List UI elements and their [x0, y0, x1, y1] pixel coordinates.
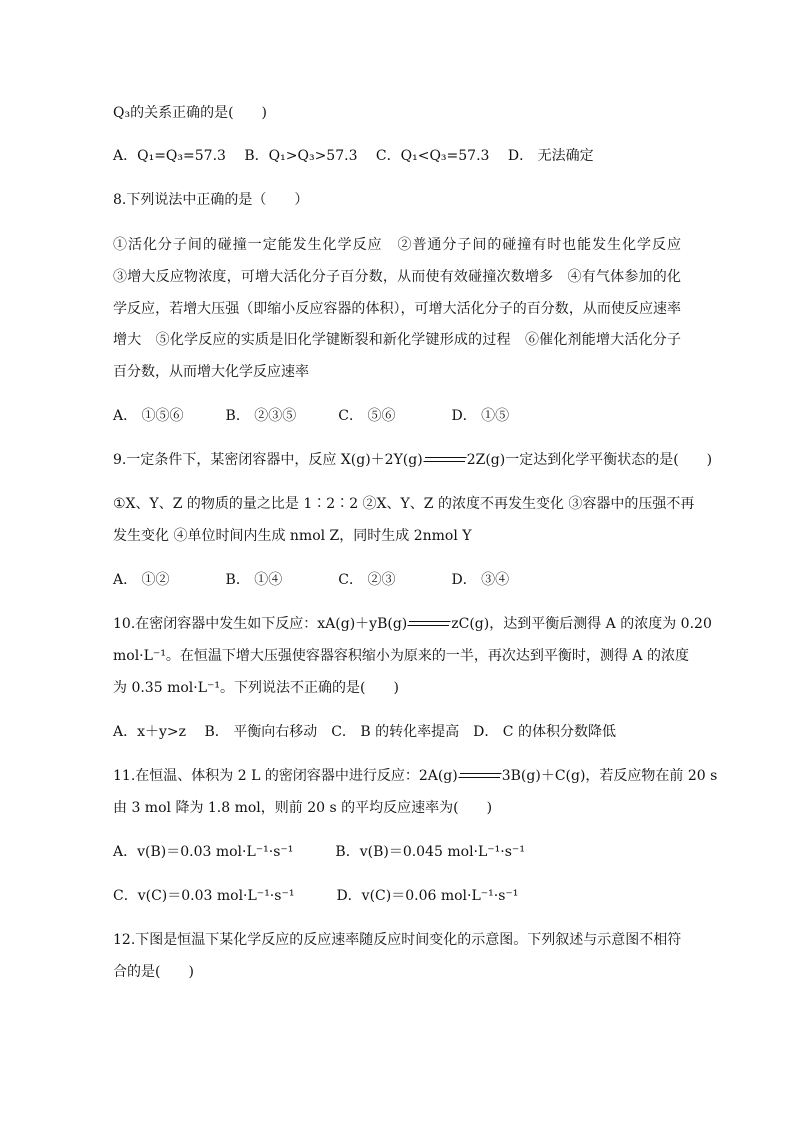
q8-line-5: 百分数，从而增大化学反应速率 — [113, 364, 309, 380]
q10-line-2: mol·L⁻¹。在恒温下增大压强使容器容积缩小为原来的一半，再次达到平衡时，测得 A 的浓度 — [113, 648, 689, 664]
q11-stem — [113, 766, 717, 786]
q8-options: A． ①⑤⑥ B． ②③⑤ C． ⑤⑥ D． ①⑤ — [113, 408, 510, 424]
q9-line-2: 发生变化 ④单位时间内生成 nmol Z，同时生成 2nmol Y — [113, 528, 472, 544]
q11-stem-pre: 11.在恒温、体积为 2 L 的密闭容器中进行反应：2A(g) — [113, 768, 458, 784]
q9-stem-post: 2Z(g)一定达到化学平衡状态的是( ) — [466, 452, 713, 468]
q12-stem-tail: 合的是( ) — [113, 964, 194, 980]
q11-options-ab: A．v(B)＝0.03 mol·L⁻¹·s⁻¹ B．v(B)＝0.045 mol·L⁻¹·s⁻¹ — [113, 844, 525, 860]
q11-options-cd: C．v(C)＝0.03 mol·L⁻¹·s⁻¹ D．v(C)＝0.06 mol·L⁻¹·s⁻¹ — [113, 888, 519, 904]
q9-stem-pre: 9.一定条件下，某密闭容器中，反应 X(g)＋2Y(g) — [113, 452, 423, 468]
equilibrium-arrow-icon — [425, 455, 465, 465]
q10-stem-pre: 10.在密闭容器中发生如下反应：xA(g)＋yB(g) — [113, 616, 408, 632]
q8-line-1: ①活化分子间的碰撞一定能发生化学反应 ②普通分子间的碰撞有时也能发生化学反应 — [113, 237, 681, 253]
q7-options: A．Q₁=Q₃=57.3 B．Q₁>Q₃>57.3 C．Q₁<Q₃=57.3 D． 无法确定 — [113, 148, 594, 164]
q8-line-2: ③增大反应物浓度，可增大活化分子百分数，从而使有效碰撞次数增多 ④有气体参加的化 — [113, 269, 681, 285]
q9-stem — [113, 450, 712, 470]
q11-line-2: 由 3 mol 降为 1.8 mol，则前 20 s 的平均反应速率为( ) — [113, 800, 493, 816]
q10-line-3: 为 0.35 mol·L⁻¹。下列说法不正确的是( ) — [113, 680, 399, 696]
equilibrium-arrow-icon — [409, 619, 449, 629]
q10-stem — [113, 614, 712, 634]
q10-options: A．x＋y>z B． 平衡向右移动 C． B 的转化率提高 D． C 的体积分数降低 — [113, 724, 616, 740]
q11-stem-post: 3B(g)＋C(g)，若反应物在前 20 s — [501, 768, 718, 784]
q9-options: A． ①② B． ①④ C． ②③ D． ③④ — [113, 572, 510, 588]
q9-line-1: ①X、Y、Z 的物质的量之比是 1∶2∶2 ②X、Y、Z 的浓度不再发生变化 ③容器中的压强不再 — [113, 496, 695, 512]
q10-stem-post: zC(g)，达到平衡后测得 A 的浓度为 0.20 — [451, 616, 712, 632]
q8-stem: 8.下列说法中正确的是（ ） — [113, 192, 309, 208]
equilibrium-arrow-icon — [460, 771, 500, 781]
q12-stem: 12.下图是恒温下某化学反应的反应速率随反应时间变化的示意图。下列叙述与示意图不相符 — [113, 932, 682, 948]
q8-line-3: 学反应，若增大压强（即缩小反应容器的体积），可增大活化分子的百分数，从而使反应速率 — [113, 301, 681, 317]
q8-line-4: 增大 ⑤化学反应的实质是旧化学键断裂和新化学键形成的过程 ⑥催化剂能增大活化分子 — [113, 332, 681, 348]
q7-stem-tail: Q₃的关系正确的是( ) — [113, 105, 268, 121]
